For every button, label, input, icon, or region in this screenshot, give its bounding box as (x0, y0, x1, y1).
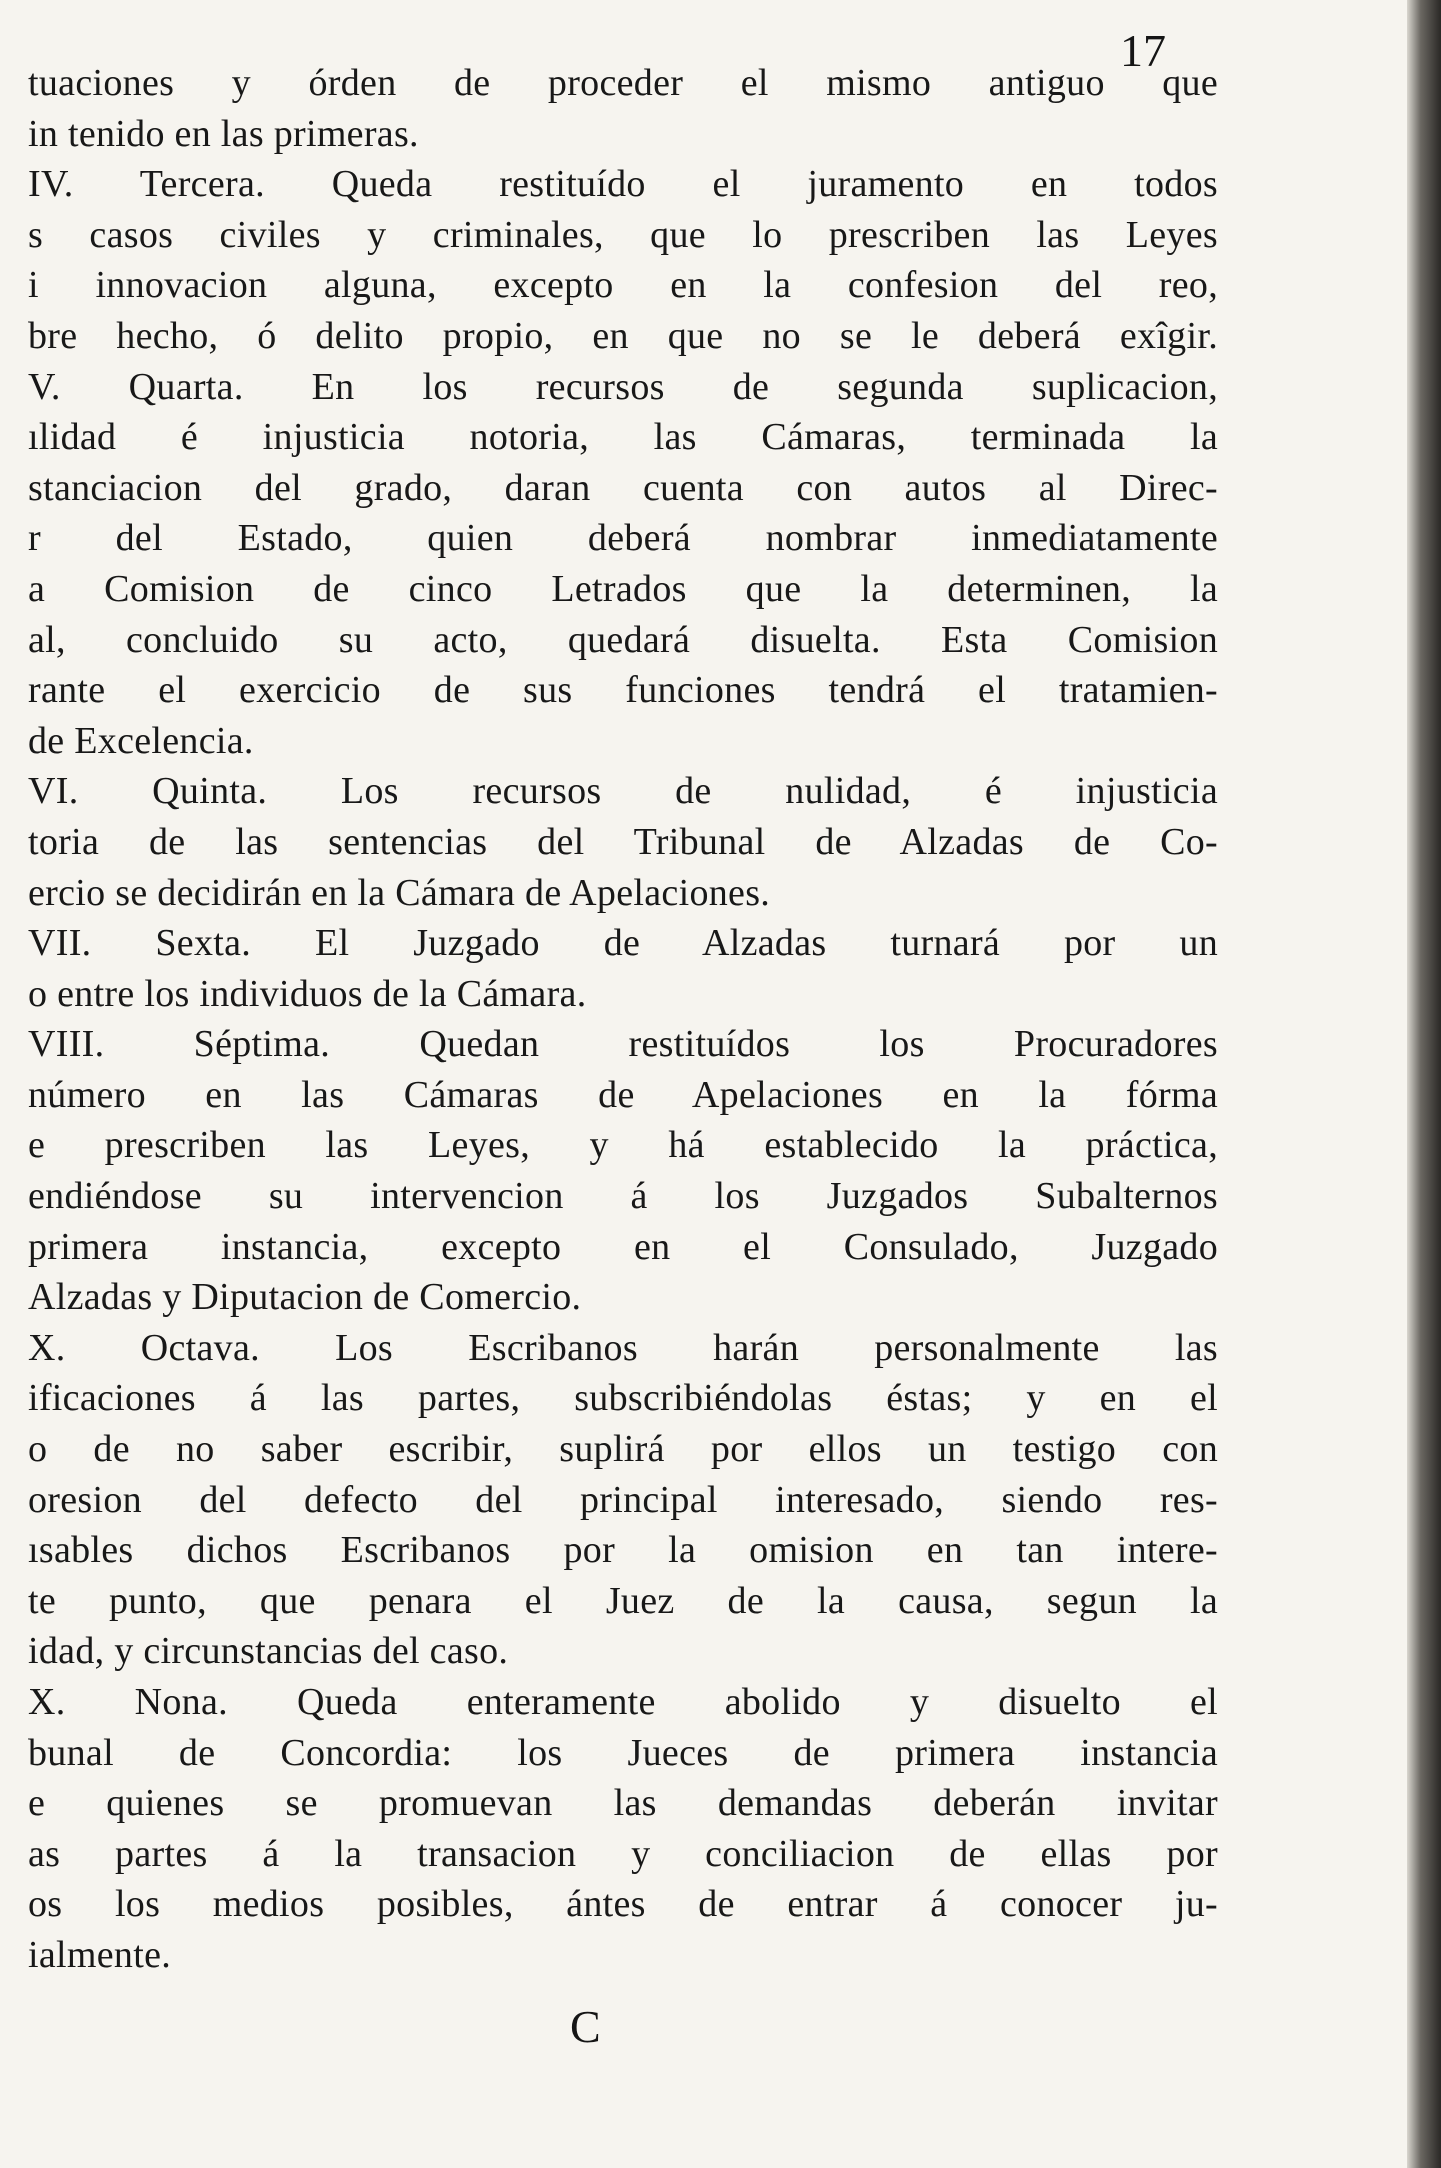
text-line: bunal de Concordia: los Jueces de primera instancia (28, 1731, 1218, 1774)
text-line: ılidad é injusticia notoria, las Cámaras, terminada la (28, 416, 1218, 459)
text-line: as partes á la transacion y conciliacion de ellas por (28, 1832, 1218, 1875)
text-line: Alzadas y Diputacion de Comercio. (28, 1276, 582, 1319)
text-line: ercio se decidirán en la Cámara de Apelaciones. (28, 871, 771, 914)
text-line: a Comision de cinco Letrados que la determinen, la (28, 567, 1218, 610)
text-line: ialmente. (28, 1933, 172, 1976)
text-line: o de no saber escribir, suplirá por ellos un testigo con (28, 1428, 1218, 1471)
text-line: stanciacion del grado, daran cuenta con autos al Direc- (28, 466, 1218, 509)
text-line: r del Estado, quien deberá nombrar inmediatamente (28, 517, 1218, 560)
text-line: bre hecho, ó delito propio, en que no se le deberá exîgir. (28, 314, 1218, 357)
text-line: X. Octava. Los Escribanos harán personalmente las (28, 1326, 1218, 1369)
text-line: ificaciones á las partes, subscribiéndolas éstas; y en el (28, 1377, 1218, 1420)
text-line: in tenido en las primeras. (28, 112, 419, 155)
text-line: toria de las sentencias del Tribunal de Alzadas de Co- (28, 820, 1218, 863)
text-line: X. Nona. Queda enteramente abolido y disuelto el (28, 1681, 1218, 1723)
text-line: e quienes se promuevan las demandas deberán invitar (28, 1782, 1218, 1825)
text-line: VII. Sexta. El Juzgado de Alzadas turnará por un (28, 922, 1218, 965)
text-line: o entre los individuos de la Cámara. (28, 972, 587, 1015)
text-line: primera instancia, excepto en el Consulado, Juzgado (28, 1225, 1218, 1268)
text-line: IV. Tercera. Queda restituído el juramento en todos (28, 163, 1218, 206)
text-line: número en las Cámaras de Apelaciones en la fórma (28, 1073, 1218, 1116)
text-line: rante el exercicio de sus funciones tendrá el tratamien- (28, 669, 1218, 712)
text-line: te punto, que penara el Juez de la causa, segun la (28, 1579, 1218, 1622)
text-line: e prescriben las Leyes, y há establecido la práctica, (28, 1124, 1218, 1167)
text-line: s casos civiles y criminales, que lo prescriben las Leyes (28, 213, 1218, 256)
text-line: VIII. Séptima. Quedan restituídos los Procuradores (28, 1023, 1218, 1066)
text-line: VI. Quinta. Los recursos de nulidad, é injusticia (28, 770, 1218, 813)
signature-mark: C (570, 2001, 601, 2052)
book-spine-shadow (1407, 0, 1441, 2168)
text-line: V. Quarta. En los recursos de segunda suplicacion, (28, 365, 1218, 408)
text-line: i innovacion alguna, excepto en la confesion del reo, (28, 264, 1218, 307)
page-number: 17 (1120, 25, 1166, 76)
text-line: de Excelencia. (28, 719, 254, 762)
text-line: os los medios posibles, ántes de entrar á conocer ju- (28, 1883, 1218, 1926)
text-line: ısables dichos Escribanos por la omision en tan intere- (28, 1529, 1218, 1572)
text-line: al, concluido su acto, quedará disuelta. Esta Comision (28, 618, 1218, 661)
text-line: endiéndose su intervencion á los Juzgados Subalternos (28, 1175, 1218, 1218)
text-line: idad, y circunstancias del caso. (28, 1630, 509, 1673)
text-line: oresion del defecto del principal interesado, siendo res- (28, 1478, 1218, 1521)
body-text (28, 58, 1218, 1981)
text-line: tuaciones y órden de proceder el mismo antiguo que (28, 62, 1218, 104)
